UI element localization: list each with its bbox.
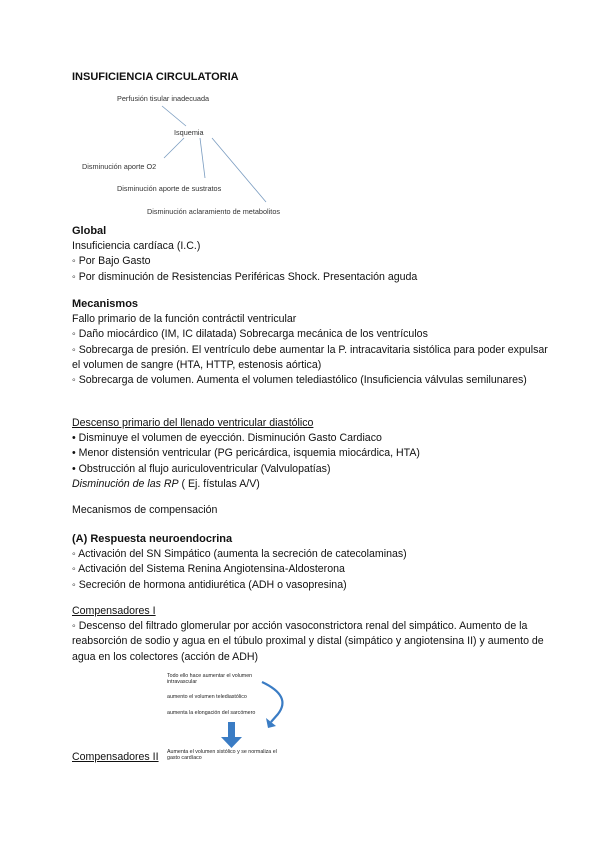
- mecanismos-compensacion-label: Mecanismos de compensación: [72, 504, 218, 516]
- mecanismos-line: ◦ Sobrecarga de volumen. Aumenta el volumen telediastólico (Insuficiencia válvulas semilunares): [72, 374, 527, 387]
- curved-arrow-icon: [262, 682, 282, 722]
- descenso-line: • Obstrucción al flujo auriculoventricular (Valvulopatías): [72, 462, 331, 475]
- diagram2-line2: aumento el volumen telediastólico: [167, 694, 247, 700]
- compensadores1-heading: Compensadores I: [72, 605, 156, 617]
- down-arrow-head-icon: [221, 737, 242, 748]
- diagram-center-label: Isquemia: [174, 128, 204, 137]
- document-title: INSUFICIENCIA CIRCULATORIA: [72, 71, 239, 83]
- diagram2-line1b: intravascular: [167, 679, 198, 685]
- mecanismos-heading: Mecanismos: [72, 298, 139, 310]
- descenso-heading: Descenso primario del llenado ventricular diastólico: [72, 417, 314, 429]
- global-section: [72, 224, 552, 285]
- down-arrow-shaft-icon: [228, 722, 235, 738]
- diagram-top-label: Perfusión tisular inadecuada: [117, 94, 210, 103]
- descenso-section: [72, 416, 552, 492]
- compensadores2-heading: Compensadores II: [72, 751, 159, 763]
- descenso-line: • Menor distensión ventricular (PG pericárdica, isquemia miocárdica, HTA): [72, 447, 420, 460]
- compensadores1-section: [72, 604, 552, 665]
- mecanismos-line: ◦ Sobrecarga de presión. El ventrículo debe aumentar la P. intracavitaria sistólica para poder expulsar el volumen de sangre (HTA, HTTP, estenosis aórtica): [72, 343, 548, 371]
- diagram2-bottom-a: Aumenta el volumen sistólico y se normaliza el: [167, 749, 277, 755]
- mecanismos-section: [72, 297, 552, 388]
- diagram-middle-label: Disminución aporte de sustratos: [117, 184, 222, 193]
- mecanismos-line: Fallo primario de la función contráctil ventricular: [72, 313, 297, 326]
- diagram2-line1a: Todo ello hace aumentar el volumen: [167, 673, 253, 679]
- respuesta-heading: (A) Respuesta neuroendocrina: [72, 533, 233, 545]
- respuesta-line: ◦ Secreción de hormona antidiurética (ADH o vasopresina): [72, 578, 347, 591]
- diagram-right-label: Disminución aclaramiento de metabolitos: [147, 207, 281, 216]
- descenso-line: • Disminuye el volumen de eyección. Disminución Gasto Cardiaco: [72, 432, 382, 445]
- compensadores1-text: ◦ Descenso del filtrado glomerular por acción vasoconstrictora renal del simpático. Aumento de la reabsorción de sodio y agua en el túbulo proximal y distal (simpático y angiotensina II) y aumento de agua en los colectores (acción de ADH): [72, 620, 544, 663]
- diagram-left-label: Disminución aporte O2: [82, 162, 157, 171]
- global-line: ◦ Por Bajo Gasto: [72, 255, 151, 268]
- mecanismos-line: ◦ Daño miocárdico (IM, IC dilatada) Sobrecarga mecánica de los ventrículos: [72, 328, 428, 341]
- global-line: Insuficiencia cardíaca (I.C.): [72, 240, 201, 253]
- diagram2-bottom-b: gasto cardíaco: [167, 755, 202, 761]
- global-line: ◦ Por disminución de Resistencias Periféricas Shock. Presentación aguda: [72, 270, 418, 283]
- descenso-rp-rest: ( Ej. fístulas A/V): [178, 477, 260, 490]
- respuesta-line: ◦ Activación del Sistema Renina Angiotensina-Aldosterona: [72, 563, 345, 576]
- ischemia-diagram: [0, 86, 600, 226]
- global-heading: Global: [72, 225, 107, 237]
- descenso-rp-italic: Disminución de las RP: [72, 477, 179, 490]
- respuesta-line: ◦ Activación del SN Simpático (aumenta la secreción de catecolaminas): [72, 548, 407, 561]
- ischemia-diagram-lines: [0, 86, 600, 226]
- diagram2-line3: aumenta la elongación del sarcómero: [167, 710, 256, 716]
- respuesta-section: [72, 532, 552, 593]
- descenso-rp-line: [72, 477, 552, 492]
